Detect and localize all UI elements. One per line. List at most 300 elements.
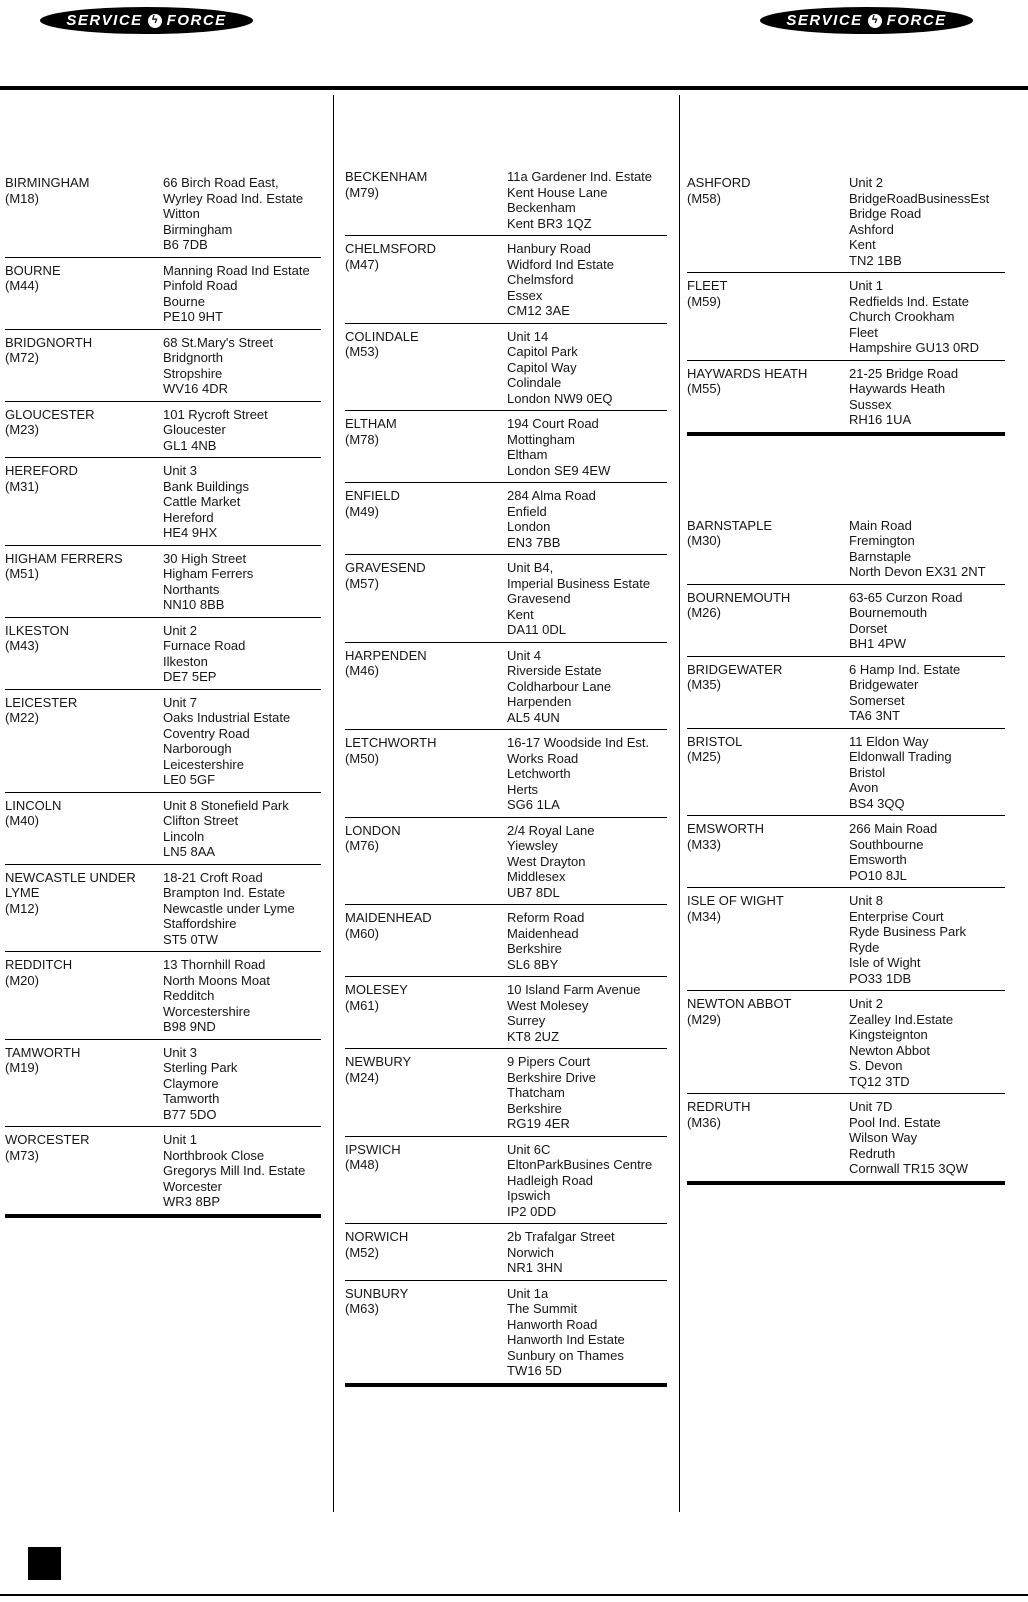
address-line: 13 Thornhill Road	[163, 957, 266, 972]
centre-name-cell	[345, 1142, 507, 1220]
centre-code: (M47)	[345, 256, 379, 272]
directory-entry	[345, 324, 667, 412]
directory-entry	[345, 818, 667, 906]
centre-address	[507, 1286, 667, 1379]
centre-name: BOURNEMOUTH	[687, 589, 791, 605]
column-divider-1	[333, 95, 334, 1512]
centre-name: TAMWORTH	[5, 1044, 81, 1060]
address-line: Southbourne	[849, 836, 924, 852]
lightning-icon: ϟ	[148, 14, 162, 28]
address-line: Ilkeston	[163, 653, 208, 669]
address-line: Letchworth	[507, 766, 571, 781]
centre-code: (M46)	[345, 663, 379, 678]
address-line: Coldharbour Lane	[507, 678, 612, 694]
address-line: LN5 8AA	[163, 844, 216, 859]
address-line: 11a Gardener Ind. Estate	[507, 169, 653, 184]
service-force-logo	[40, 7, 253, 34]
address-line: HE4 9HX	[163, 525, 218, 540]
address-line: Newton Abbot	[849, 1042, 930, 1058]
centre-name-cell	[345, 488, 507, 550]
centre-name: REDDITCH	[5, 957, 73, 972]
centre-name-cell	[687, 518, 849, 580]
centre-name: ISLE OF WIGHT	[687, 893, 784, 908]
centre-name-cell	[345, 241, 507, 319]
address-line: London SE9 4EW	[507, 462, 611, 478]
centre-code: (M43)	[5, 638, 39, 653]
section-end-rule	[687, 1182, 1005, 1185]
address-line: Berkshire	[507, 1100, 562, 1116]
centre-name: GRAVESEND	[345, 560, 426, 575]
footer-rule	[0, 1594, 1028, 1596]
directory-entry	[687, 816, 1005, 888]
centre-address	[163, 695, 321, 788]
directory-entry	[5, 458, 321, 546]
centre-name-cell	[687, 893, 849, 986]
address-line: 66 Birch Road East,	[163, 175, 279, 190]
centre-address	[163, 798, 321, 860]
centre-name-cell	[345, 982, 507, 1044]
directory-entry	[345, 977, 667, 1049]
address-line: Middlesex	[507, 869, 566, 884]
address-line: 194 Court Road	[507, 416, 599, 431]
address-line: Bridgnorth	[163, 350, 223, 365]
address-line: Bridgewater	[849, 677, 919, 692]
address-line: Zealley Ind.Estate	[849, 1011, 954, 1027]
centre-name-cell	[5, 957, 163, 1035]
address-line: Barnstaple	[849, 548, 912, 564]
centre-name: ILKESTON	[5, 622, 70, 638]
centre-name-cell	[687, 278, 849, 356]
address-line: Gravesend	[507, 591, 571, 606]
address-line: Somerset	[849, 692, 905, 708]
address-line: Oaks Industrial Estate	[163, 710, 291, 725]
directory-entry	[687, 991, 1005, 1094]
address-line: 10 Island Farm Avenue	[507, 982, 641, 997]
address-line: 9 Pipers Court	[507, 1054, 591, 1069]
address-line: London	[507, 519, 551, 534]
address-line: Witton	[163, 206, 200, 221]
centre-name-cell	[5, 463, 163, 541]
centre-name-cell	[5, 335, 163, 397]
address-line: Hanbury Road	[507, 241, 591, 256]
section-end-rule	[5, 1215, 321, 1218]
centre-code: (M40)	[5, 813, 39, 828]
address-line: TQ12 3TD	[849, 1073, 910, 1089]
address-line: 18-21 Croft Road	[163, 869, 263, 885]
address-line: WV16 4DR	[163, 381, 229, 396]
address-line: Unit 14	[507, 328, 549, 344]
directory-section	[5, 170, 321, 1218]
centre-code: (M73)	[5, 1147, 39, 1163]
directory-entry	[687, 361, 1005, 433]
address-line: PO10 8JL	[849, 867, 907, 883]
page-corner-mark	[28, 1547, 61, 1580]
centre-name: NEWTON ABBOT	[687, 996, 792, 1011]
address-line: West Drayton	[507, 853, 586, 869]
address-line: Manning Road Ind Estate	[163, 262, 310, 278]
directory-entry	[345, 1049, 667, 1137]
address-line: Eldonwall Trading	[849, 749, 952, 764]
centre-address	[163, 175, 321, 253]
address-line: GL1 4NB	[163, 437, 217, 453]
centre-name-cell	[687, 366, 849, 428]
address-line: Chelmsford	[507, 272, 574, 287]
address-line: Lincoln	[163, 828, 205, 844]
centre-code: (M63)	[345, 1301, 379, 1316]
address-line: EltonParkBusines Centre	[507, 1157, 653, 1172]
address-line: Worcestershire	[163, 1003, 251, 1019]
centre-code: (M79)	[345, 184, 379, 200]
centre-code: (M12)	[5, 900, 39, 916]
centre-address	[507, 241, 667, 319]
address-line: 30 High Street	[163, 550, 247, 566]
address-line: Sterling Park	[163, 1060, 238, 1075]
directory-entry	[687, 888, 1005, 991]
address-line: Gloucester	[163, 422, 226, 437]
address-line: TA6 3NT	[849, 708, 901, 723]
address-line: Essex	[507, 287, 543, 303]
centre-code: (M49)	[345, 503, 379, 519]
centre-name-cell	[5, 1132, 163, 1210]
address-line: NN10 8BB	[163, 597, 225, 612]
address-line: B98 9ND	[163, 1019, 216, 1034]
centre-name-cell	[345, 169, 507, 231]
centre-name: EMSWORTH	[687, 821, 765, 836]
address-line: Furnace Road	[163, 638, 246, 653]
centre-code: (M61)	[345, 997, 379, 1013]
centre-address	[163, 870, 321, 948]
address-line: Avon	[849, 780, 879, 795]
centre-address	[507, 169, 667, 231]
address-line: Bristol	[849, 764, 886, 780]
centre-name-cell	[345, 648, 507, 726]
centre-name: BARNSTAPLE	[687, 517, 773, 533]
service-force-logo	[760, 7, 973, 34]
section-end-rule	[345, 1384, 667, 1387]
centre-address	[849, 175, 1005, 268]
address-line: Sussex	[849, 396, 892, 412]
address-line: Birmingham	[163, 221, 233, 237]
centre-code: (M55)	[687, 381, 721, 396]
centre-code: (M18)	[5, 190, 39, 206]
centre-code: (M51)	[5, 566, 39, 581]
address-line: Northbrook Close	[163, 1147, 265, 1163]
directory-entry	[345, 483, 667, 555]
centre-address	[849, 821, 1005, 883]
address-line: WR3 8BP	[163, 1194, 221, 1209]
centre-name: NEWBURY	[345, 1054, 412, 1069]
address-line: Kent House Lane	[507, 184, 608, 200]
address-line: IP2 0DD	[507, 1203, 557, 1219]
centre-code: (M31)	[5, 478, 39, 494]
centre-name: BRIDGNORTH	[5, 334, 93, 350]
centre-address	[163, 551, 321, 613]
centre-address	[507, 329, 667, 407]
centre-name: LETCHWORTH	[345, 735, 437, 750]
centre-code: (M33)	[687, 836, 721, 852]
centre-name: HARPENDEN	[345, 647, 427, 663]
centre-code: (M59)	[687, 293, 721, 309]
address-line: Kingsteignton	[849, 1027, 928, 1042]
directory-entry	[5, 793, 321, 865]
address-line: Unit 6C	[507, 1141, 551, 1157]
centre-name-cell	[345, 416, 507, 478]
centre-name-cell	[345, 910, 507, 972]
directory-entry	[687, 170, 1005, 273]
centre-address	[507, 982, 667, 1044]
address-line: Cattle Market	[163, 494, 241, 509]
centre-address	[507, 648, 667, 726]
address-line: Higham Ferrers	[163, 566, 254, 581]
centre-address	[163, 1132, 321, 1210]
section-end-rule	[687, 433, 1005, 436]
address-line: Hanworth Road	[507, 1316, 598, 1332]
centre-name-cell	[345, 560, 507, 638]
address-line: Riverside Estate	[507, 663, 602, 678]
address-line: Brampton Ind. Estate	[163, 885, 286, 900]
address-line: SL6 8BY	[507, 956, 559, 972]
directory-entry	[687, 585, 1005, 657]
address-line: TN2 1BB	[849, 252, 902, 268]
centre-code: (M24)	[345, 1069, 379, 1085]
address-line: Thatcham	[507, 1085, 565, 1100]
address-line: Unit 8 Stonefield Park	[163, 797, 289, 813]
directory-entry	[5, 170, 321, 258]
centre-code: (M20)	[5, 972, 39, 988]
address-line: Ashford	[849, 221, 894, 237]
centre-code: (M72)	[5, 350, 39, 365]
centre-code: (M60)	[345, 925, 379, 941]
address-line: Beckenham	[507, 200, 576, 215]
address-line: Pool Ind. Estate	[849, 1114, 941, 1130]
centre-name: WORCESTER	[5, 1132, 90, 1147]
centre-name: NORWICH	[345, 1229, 409, 1244]
address-line: Staffordshire	[163, 916, 237, 931]
address-line: Ryde	[849, 939, 880, 955]
centre-name: BIRMINGHAM	[5, 175, 90, 190]
address-line: Widford Ind Estate	[507, 256, 614, 272]
address-line: UB7 8DL	[507, 884, 560, 900]
centre-address	[163, 957, 321, 1035]
address-line: Unit 7D	[849, 1099, 893, 1114]
centre-address	[163, 463, 321, 541]
address-line: 101 Rycroft Street	[163, 406, 268, 422]
address-line: Unit 3	[163, 1044, 197, 1060]
header-rule	[0, 86, 1028, 90]
centre-code: (M22)	[5, 710, 39, 725]
centre-name: ENFIELD	[345, 488, 400, 503]
centre-address	[507, 1054, 667, 1132]
directory-section	[687, 513, 1005, 1185]
address-line: Wilson Way	[849, 1130, 918, 1145]
centre-address	[849, 366, 1005, 428]
address-line: Kent	[849, 237, 876, 252]
centre-name-cell	[345, 735, 507, 813]
centre-code: (M30)	[687, 533, 721, 548]
centre-code: (M78)	[345, 431, 379, 447]
address-line: Enterprise Court	[849, 908, 944, 924]
centre-address	[849, 518, 1005, 580]
address-line: Isle of Wight	[849, 955, 921, 970]
address-line: Unit 1	[849, 278, 883, 293]
address-line: S. Devon	[849, 1058, 903, 1073]
address-line: 21-25 Bridge Road	[849, 365, 959, 381]
address-line: North Devon EX31 2NT	[849, 564, 986, 579]
logo-word-force: FORCE	[166, 12, 227, 29]
address-line: Ipswich	[507, 1188, 551, 1203]
centre-code: (M36)	[687, 1114, 721, 1130]
directory-entry	[5, 690, 321, 793]
address-line: Herts	[507, 781, 539, 797]
directory-entry	[345, 1224, 667, 1281]
address-line: Bank Buildings	[163, 478, 249, 494]
address-line: Unit 1	[163, 1132, 197, 1147]
address-line: Bridge Road	[849, 206, 922, 221]
directory-entry	[345, 1137, 667, 1225]
centre-address	[163, 407, 321, 454]
directory-entry	[5, 1040, 321, 1128]
address-line: DA11 0DL	[507, 622, 567, 637]
centre-code: (M19)	[5, 1060, 39, 1075]
centre-code: (M50)	[345, 750, 379, 766]
address-line: West Molesey	[507, 997, 589, 1013]
directory-entry	[687, 273, 1005, 361]
centre-address	[507, 823, 667, 901]
address-line: Redruth	[849, 1145, 896, 1161]
centre-name: HEREFORD	[5, 463, 78, 478]
centre-name: HIGHAM FERRERS	[5, 550, 123, 566]
address-line: Unit B4,	[507, 560, 554, 575]
address-line: KT8 2UZ	[507, 1028, 560, 1044]
address-line: Works Road	[507, 750, 579, 766]
centre-name-cell	[345, 823, 507, 901]
centre-name-cell	[687, 821, 849, 883]
directory-entry	[345, 643, 667, 731]
address-line: Church Crookham	[849, 309, 955, 324]
centre-name: IPSWICH	[345, 1141, 401, 1157]
address-line: Emsworth	[849, 852, 907, 867]
address-line: Eltham	[507, 447, 548, 462]
centre-address	[507, 1142, 667, 1220]
address-line: Fremington	[849, 533, 915, 548]
address-line: Haywards Heath	[849, 381, 946, 396]
address-line: Berkshire Drive	[507, 1069, 596, 1085]
directory-entry	[345, 905, 667, 977]
centre-name-cell	[687, 1099, 849, 1177]
address-line: Dorset	[849, 620, 888, 636]
centre-name: ELTHAM	[345, 416, 397, 431]
directory-entry	[5, 546, 321, 618]
centre-code: (M26)	[687, 605, 721, 620]
centre-code: (M44)	[5, 278, 39, 293]
centre-name: GLOUCESTER	[5, 406, 95, 422]
address-line: Ryde Business Park	[849, 924, 967, 939]
centre-code: (M35)	[687, 677, 721, 692]
centre-name-cell	[687, 175, 849, 268]
centre-address	[163, 335, 321, 397]
address-line: B6 7DB	[163, 237, 208, 252]
address-line: 266 Main Road	[849, 821, 938, 836]
address-line: Coventry Road	[163, 725, 250, 741]
centre-name: LEICESTER	[5, 694, 78, 710]
centre-name-cell	[5, 407, 163, 454]
address-line: SG6 1LA	[507, 797, 560, 812]
address-line: Enfield	[507, 503, 547, 519]
centre-name: HAYWARDS HEATH	[687, 365, 808, 381]
directory-entry	[345, 730, 667, 818]
address-line: 68 St.Mary's Street	[163, 334, 274, 350]
centre-code: (M34)	[687, 908, 721, 924]
address-line: NR1 3HN	[507, 1260, 563, 1275]
address-line: Unit 4	[507, 647, 541, 663]
logo-word-force: FORCE	[886, 12, 947, 29]
address-line: 2b Trafalgar Street	[507, 1229, 615, 1244]
address-line: EN3 7BB	[507, 534, 561, 550]
centre-name-cell	[5, 175, 163, 253]
centre-code: (M53)	[345, 344, 379, 359]
address-line: DE7 5EP	[163, 669, 217, 684]
directory-entry	[687, 513, 1005, 585]
address-line: Leicestershire	[163, 756, 244, 772]
centre-name: MAIDENHEAD	[345, 910, 432, 925]
address-line: Capitol Park	[507, 344, 578, 359]
centre-name: BRISTOL	[687, 733, 743, 749]
centre-name-cell	[687, 662, 849, 724]
address-line: 284 Alma Road	[507, 488, 596, 503]
address-line: Tamworth	[163, 1091, 220, 1106]
centre-code: (M25)	[687, 749, 721, 764]
centre-code: (M48)	[345, 1157, 379, 1172]
directory-entry	[687, 729, 1005, 817]
address-line: Unit 8	[849, 893, 883, 908]
address-line: Bourne	[163, 293, 205, 309]
address-line: Capitol Way	[507, 359, 577, 375]
address-line: 63-65 Curzon Road	[849, 589, 963, 605]
address-line: Newcastle under Lyme	[163, 900, 295, 916]
directory-entry	[687, 657, 1005, 729]
centre-name: BECKENHAM	[345, 169, 428, 184]
centre-code: (M76)	[345, 838, 379, 853]
centre-address	[849, 590, 1005, 652]
address-line: Kent BR3 1QZ	[507, 215, 592, 231]
address-line: Sunbury on Thames	[507, 1347, 624, 1363]
address-line: BS4 3QQ	[849, 795, 905, 811]
centre-name: BRIDGEWATER	[687, 661, 783, 677]
centre-name: FLEET	[687, 278, 728, 293]
address-line: 6 Hamp Ind. Estate	[849, 661, 961, 677]
address-line: Hereford	[163, 509, 214, 525]
centre-name: SUNBURY	[345, 1285, 409, 1301]
centre-name-cell	[5, 263, 163, 325]
logo-word-service: SERVICE	[66, 12, 143, 29]
directory-column-1	[5, 170, 321, 1218]
address-line: Claymore	[163, 1075, 219, 1091]
centre-name-cell	[687, 734, 849, 812]
address-line: 2/4 Royal Lane	[507, 822, 595, 838]
centre-name-cell	[5, 1045, 163, 1123]
directory-entry	[5, 618, 321, 690]
address-line: Cornwall TR15 3QW	[849, 1161, 968, 1176]
address-line: North Moons Moat	[163, 972, 270, 988]
address-line: 11 Eldon Way	[849, 733, 929, 749]
centre-address	[163, 263, 321, 325]
centre-name: ASHFORD	[687, 175, 751, 190]
address-line: BridgeRoadBusinessEst	[849, 190, 990, 206]
centre-address	[507, 1229, 667, 1276]
address-line: Reform Road	[507, 910, 585, 925]
directory-entry	[5, 258, 321, 330]
address-line: LE0 5GF	[163, 772, 216, 787]
